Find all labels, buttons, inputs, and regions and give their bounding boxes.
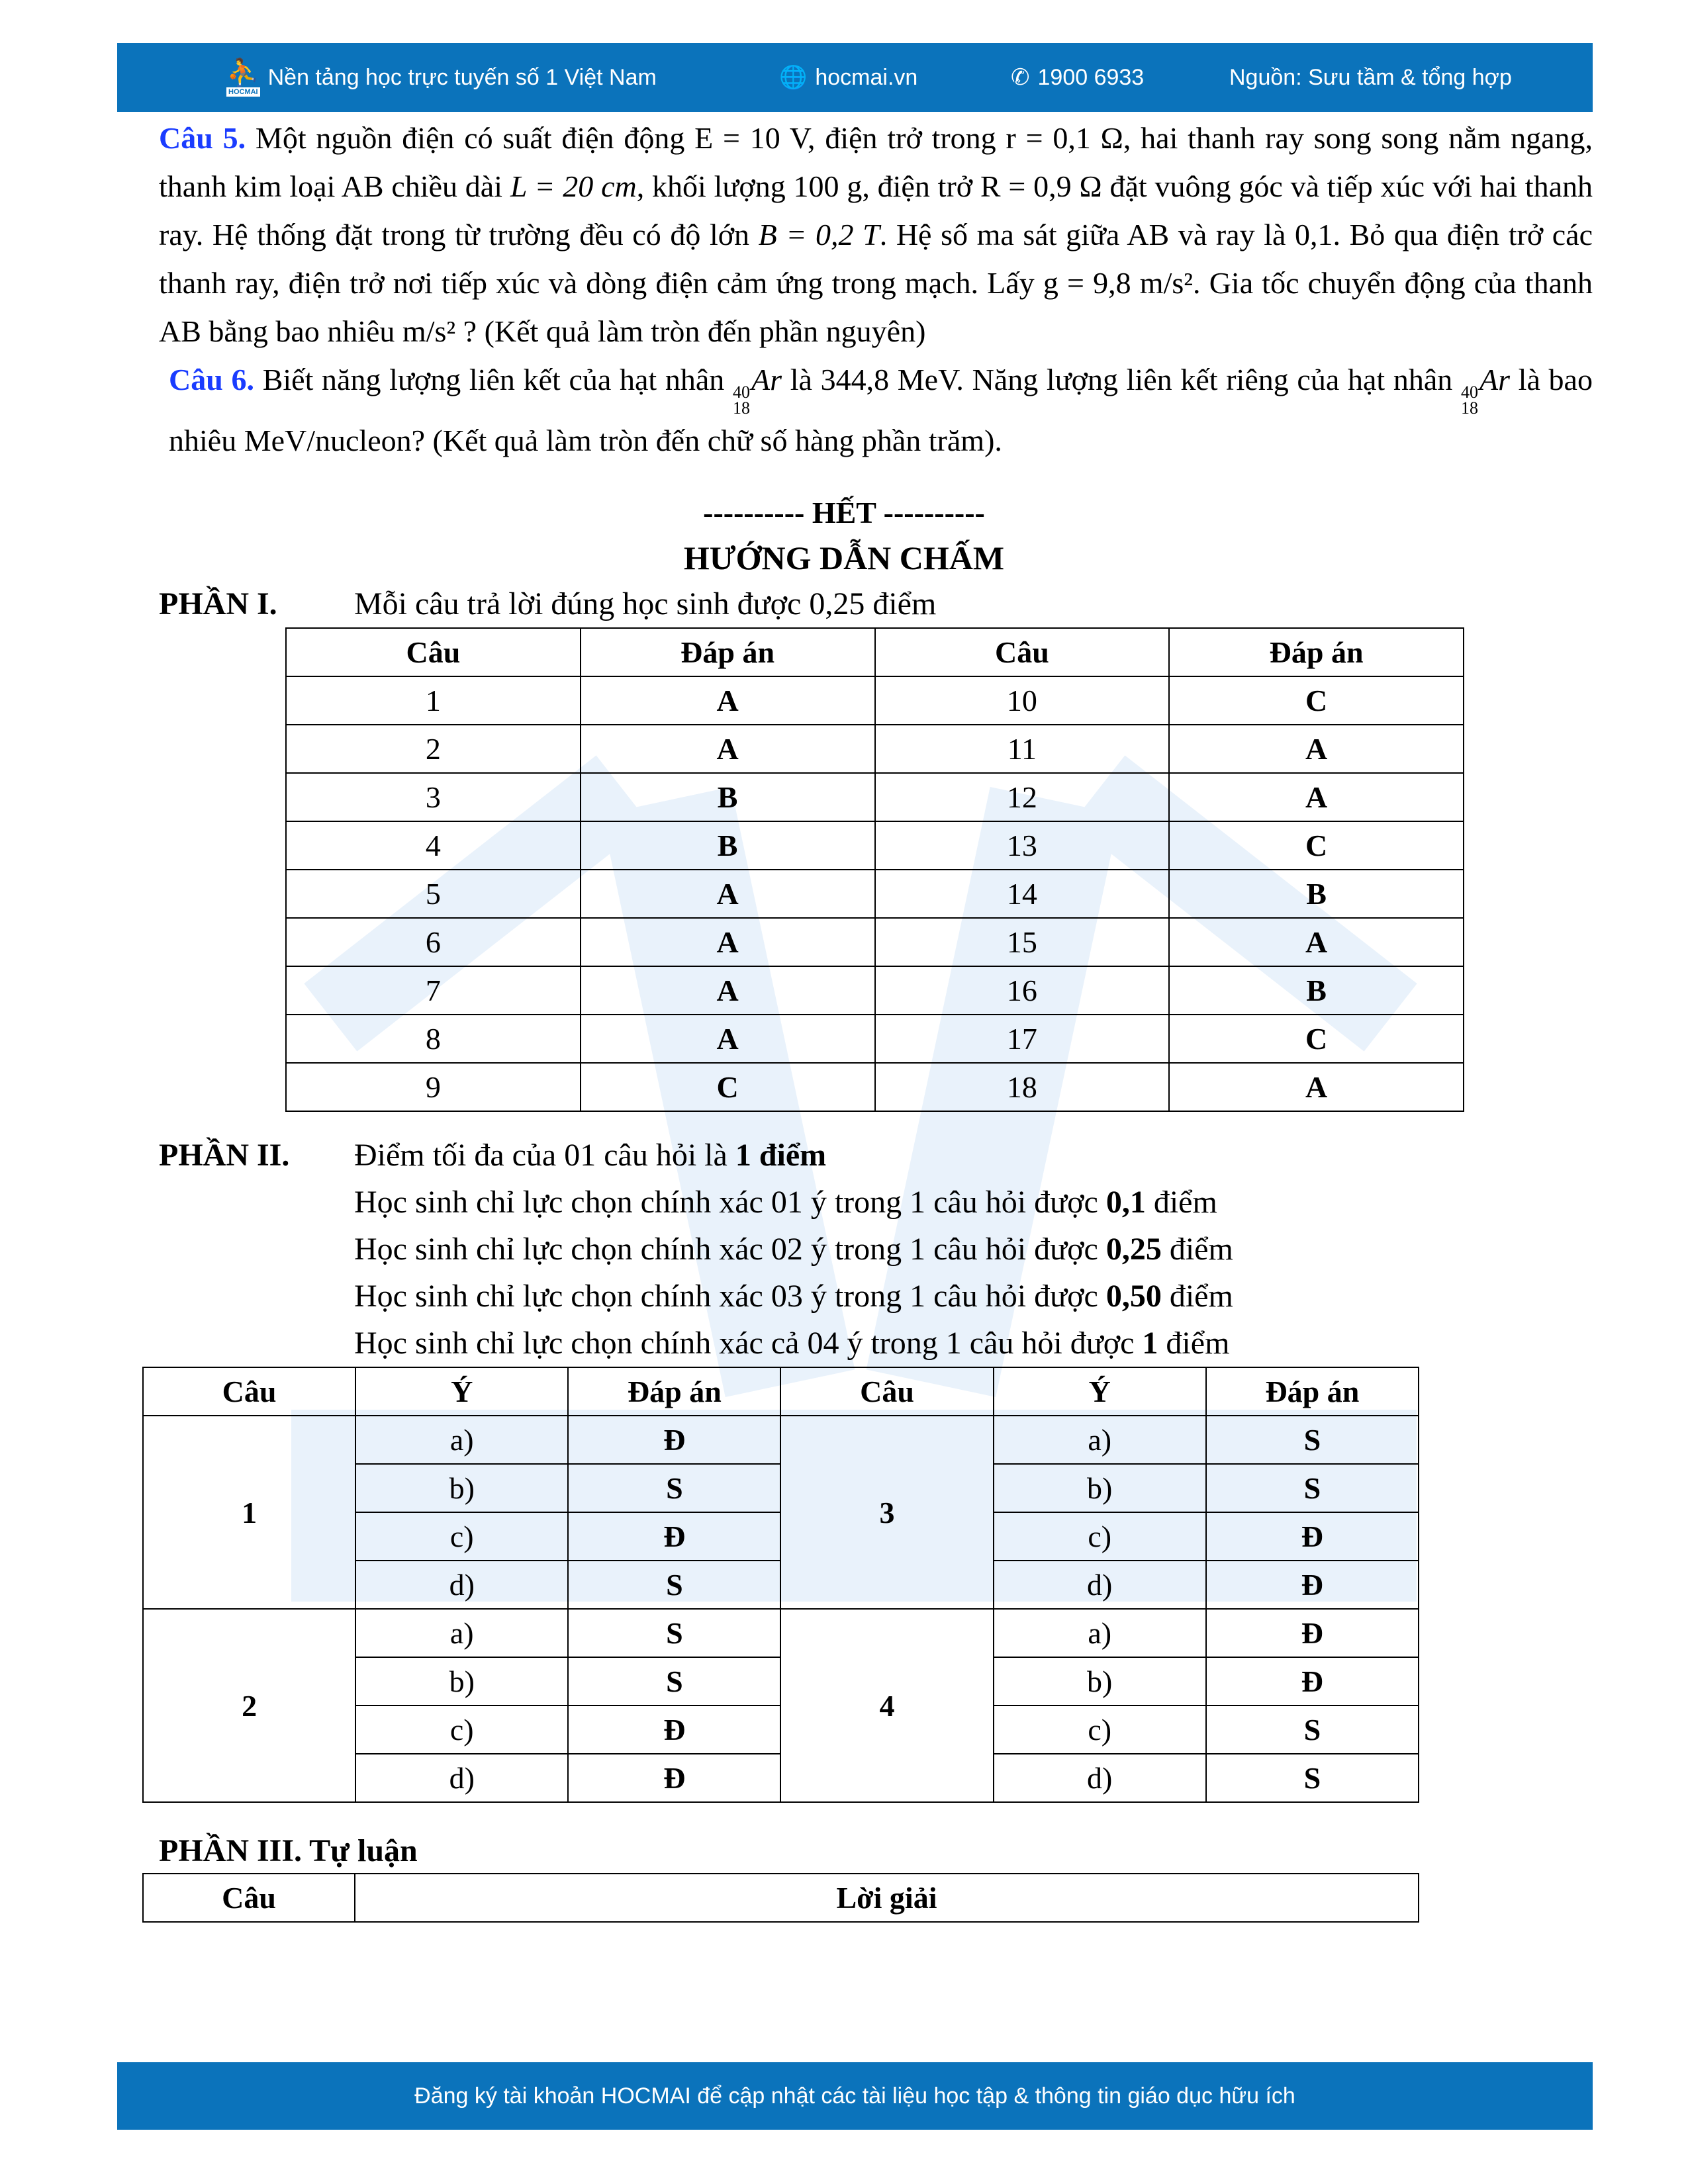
website-link[interactable]: 🌐 hocmai.vn [779, 64, 918, 90]
col-header: Câu [780, 1367, 993, 1416]
question-cell: 10 [875, 676, 1170, 725]
hocmai-logo: ⛹ HOCMAI [226, 58, 260, 96]
item-cell: a) [355, 1609, 568, 1657]
col-header: Câu [875, 628, 1170, 676]
answer-cell: Đ [1206, 1512, 1419, 1561]
part1-answer-table [285, 627, 1464, 1112]
answer-cell: A [581, 1015, 875, 1063]
footer-banner[interactable] [117, 2062, 1593, 2130]
table-header [143, 1874, 1419, 1922]
part1-label: PHẦN I. [159, 586, 277, 621]
answer-cell: A [1169, 918, 1464, 966]
item-cell: b) [355, 1464, 568, 1512]
answer-cell: Đ [568, 1706, 780, 1754]
answer-cell: B [1169, 870, 1464, 918]
table-row [286, 1063, 1464, 1111]
answer-cell: C [1169, 1015, 1464, 1063]
scoring-rule: Học sinh chỉ lực chọn chính xác 02 ý trong 1 câu hỏi được 0,25 điểm [354, 1232, 1233, 1267]
answer-cell: A [581, 918, 875, 966]
table-header [143, 1367, 1419, 1416]
col-header: Câu [286, 628, 581, 676]
col-header: Đáp án [1169, 628, 1464, 676]
table-row [286, 1015, 1464, 1063]
answer-cell: S [1206, 1416, 1419, 1464]
answer-cell: S [1206, 1464, 1419, 1512]
source-note: Nguồn: Sưu tầm & tổng hợp [1229, 64, 1512, 90]
footer-text: Đăng ký tài khoản HOCMAI để cập nhật các tài liệu học tập & thông tin giáo dục hữu ích [414, 2083, 1295, 2109]
item-cell: d) [994, 1754, 1206, 1802]
item-cell: b) [994, 1464, 1206, 1512]
table-row [286, 870, 1464, 918]
table-row [286, 821, 1464, 870]
question-cell: 1 [286, 676, 581, 725]
question-cell: 13 [875, 821, 1170, 870]
col-header: Đáp án [581, 628, 875, 676]
nuclide-notation: 40 18 [733, 383, 750, 418]
part2-text: PHẦN II. Điểm tối đa của 01 câu hỏi là 1 điểm Học sinh chỉ lực chọn chính xác 01 ý trong 1 câu hỏi được 0,1 điểm Học sinh chỉ lực chọn chính xác 02 ý trong 1 câu hỏi được 0,25 điểm Học sinh chỉ lực chọn chính xác 03 ý trong 1 câu hỏi được 0,50 điểm Học sinh chỉ lực chọn chính xác cả 04 ý trong 1 câu hỏi được 1 điểm [159, 1132, 1688, 1367]
table-row [143, 1416, 1419, 1464]
part1-desc: Mỗi câu trả lời đúng học sinh được 0,25 điểm [354, 586, 937, 621]
question-cell: 9 [286, 1063, 581, 1111]
guide-title: HƯỚNG DẪN CHẤM [683, 539, 1005, 576]
question-cell: 12 [875, 773, 1170, 821]
scoring-rule: Học sinh chỉ lực chọn chính xác 03 ý trong 1 câu hỏi được 0,50 điểm [354, 1279, 1233, 1314]
question-cell: 8 [286, 1015, 581, 1063]
question-cell: 15 [875, 918, 1170, 966]
answer-cell: A [581, 966, 875, 1015]
part2-answer-table [142, 1367, 1419, 1803]
answer-cell: Đ [568, 1754, 780, 1802]
answer-cell: Đ [568, 1416, 780, 1464]
answer-cell: A [1169, 773, 1464, 821]
answer-cell: Đ [568, 1512, 780, 1561]
globe-icon: 🌐 [779, 65, 808, 90]
col-header: Đáp án [1206, 1367, 1419, 1416]
answer-cell: S [568, 1561, 780, 1609]
answer-cell: A [1169, 1063, 1464, 1111]
question-cell: 3 [780, 1416, 993, 1609]
question-cell: 11 [875, 725, 1170, 773]
question-6: Câu 6. Biết năng lượng liên kết của hạt nhân 40 18 Ar là 344,8 MeV. Năng lượng liên kết riêng của hạt nhân 40 18 Ar là bao nhiêu MeV/nucleon? (Kết quả làm tròn đến chữ số hàng phần trăm). [169, 363, 1593, 457]
item-cell: c) [994, 1706, 1206, 1754]
part2-label: PHẦN II. [159, 1138, 290, 1173]
answer-cell: S [568, 1464, 780, 1512]
question-cell: 1 [143, 1416, 355, 1609]
question-cell: 17 [875, 1015, 1170, 1063]
col-header: Ý [355, 1367, 568, 1416]
col-header: Câu [143, 1367, 355, 1416]
answer-cell: B [581, 773, 875, 821]
answer-cell: A [1169, 725, 1464, 773]
part3-table [142, 1873, 1419, 1923]
item-cell: b) [994, 1657, 1206, 1706]
end-marker: ---------- HẾT ---------- [703, 496, 985, 529]
col-header: Câu [143, 1874, 355, 1922]
item-cell: c) [994, 1512, 1206, 1561]
table-row [143, 1609, 1419, 1657]
question-cell: 7 [286, 966, 581, 1015]
header-banner [117, 43, 1593, 112]
answer-cell: C [1169, 676, 1464, 725]
item-cell: d) [994, 1561, 1206, 1609]
item-cell: d) [355, 1754, 568, 1802]
answer-cell: S [1206, 1706, 1419, 1754]
item-cell: c) [355, 1706, 568, 1754]
question-cell: 16 [875, 966, 1170, 1015]
answer-cell: Đ [1206, 1561, 1419, 1609]
document-body [0, 114, 1688, 1923]
col-header: Lời giải [355, 1874, 1419, 1922]
answer-cell: B [1169, 966, 1464, 1015]
col-header: Ý [994, 1367, 1206, 1416]
answer-cell: A [581, 725, 875, 773]
nuclide-notation: 40 18 [1460, 383, 1478, 418]
answer-cell: A [581, 870, 875, 918]
table-row [286, 966, 1464, 1015]
item-cell: a) [994, 1609, 1206, 1657]
phone-icon: ✆ [1011, 65, 1030, 90]
part3-label: PHẦN III. Tự luận [159, 1833, 418, 1868]
question-5: Câu 5. Một nguồn điện có suất điện động E = 10 V, điện trở trong r = 0,1 Ω, hai thanh ray song song nằm ngang, thanh kim loại AB chiều dài L = 20 cm, khối lượng 100 g, điện trở R = 0,9 Ω đặt vuông góc và tiếp xúc với hai thanh ray. Hệ thống đặt trong từ trường đều có độ lớn B = 0,2 T. Hệ số ma sát giữa AB và ray là 0,1. Bỏ qua điện trở các thanh ray, điện trở nơi tiếp xúc và dòng điện cảm ứng trong mạch. Lấy g = 9,8 m/s². Gia tốc chuyển động của thanh AB bằng bao nhiêu m/s² ? (Kết quả làm tròn đến phần nguyên) [159, 121, 1593, 348]
question-cell: 4 [780, 1609, 993, 1802]
brand[interactable] [226, 43, 657, 112]
question-cell: 3 [286, 773, 581, 821]
item-cell: d) [355, 1561, 568, 1609]
item-cell: a) [355, 1416, 568, 1464]
question-cell: 2 [286, 725, 581, 773]
table-row [286, 773, 1464, 821]
question-cell: 4 [286, 821, 581, 870]
scoring-rule: Học sinh chỉ lực chọn chính xác 01 ý trong 1 câu hỏi được 0,1 điểm [354, 1185, 1217, 1220]
answer-cell: Đ [1206, 1609, 1419, 1657]
answer-cell: C [1169, 821, 1464, 870]
question-cell: 18 [875, 1063, 1170, 1111]
scoring-rule: Học sinh chỉ lực chọn chính xác cả 04 ý trong 1 câu hỏi được 1 điểm [354, 1326, 1230, 1361]
item-cell: a) [994, 1416, 1206, 1464]
slogan: Nền tảng học trực tuyến số 1 Việt Nam [267, 64, 657, 90]
answer-cell: S [568, 1609, 780, 1657]
answer-cell: Đ [1206, 1657, 1419, 1706]
answer-cell: B [581, 821, 875, 870]
answer-cell: S [1206, 1754, 1419, 1802]
question-cell: 5 [286, 870, 581, 918]
answer-cell: C [581, 1063, 875, 1111]
answer-cell: A [581, 676, 875, 725]
table-row [286, 725, 1464, 773]
table-header [286, 628, 1464, 676]
table-row [286, 676, 1464, 725]
answer-cell: S [568, 1657, 780, 1706]
item-cell: c) [355, 1512, 568, 1561]
question-cell: 14 [875, 870, 1170, 918]
item-cell: b) [355, 1657, 568, 1706]
col-header: Đáp án [568, 1367, 780, 1416]
phone-link[interactable]: ✆ 1900 6933 [1011, 64, 1145, 90]
table-row [286, 918, 1464, 966]
question-cell: 2 [143, 1609, 355, 1802]
question-cell: 6 [286, 918, 581, 966]
part1-heading [159, 581, 1688, 627]
